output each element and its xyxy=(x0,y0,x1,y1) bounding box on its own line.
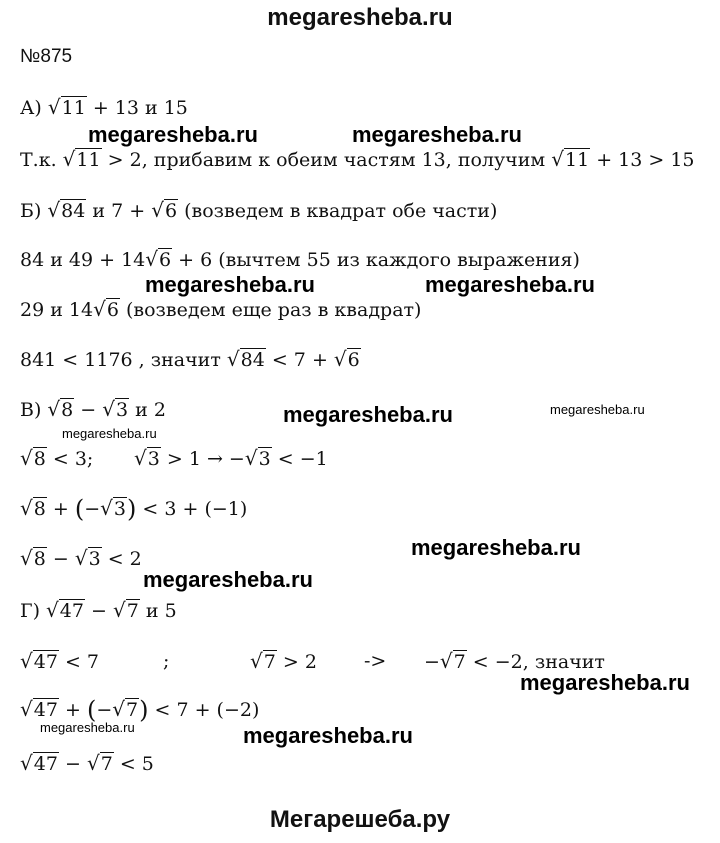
text: − xyxy=(74,399,103,421)
watermark: megaresheba.ru xyxy=(411,535,581,560)
part-b-label: Б) xyxy=(20,200,42,222)
paren-open: ( xyxy=(74,495,85,523)
text: Т.к. xyxy=(20,149,63,171)
text: 29 и 14 xyxy=(20,299,94,321)
watermark-small: megaresheba.ru xyxy=(62,426,157,441)
text: 84 и 49 + 14 xyxy=(20,249,146,271)
paren-open: ( xyxy=(86,696,97,724)
part-c-line-2a xyxy=(20,445,93,472)
text: − xyxy=(84,600,113,622)
text: < 7 + xyxy=(265,349,334,371)
sqrt-8: √8 xyxy=(20,496,46,520)
part-a-explanation xyxy=(20,146,695,173)
sqrt-47: √47 xyxy=(20,649,58,673)
part-c-statement xyxy=(20,396,166,423)
minus-sign: − xyxy=(96,699,113,721)
sqrt-11: √11 xyxy=(62,147,101,171)
sqrt-3: √3 xyxy=(244,446,271,470)
part-a-statement xyxy=(20,94,188,121)
minus-sign: − xyxy=(424,651,440,673)
part-d-line-2a xyxy=(20,648,99,675)
part-d-line-2b xyxy=(250,648,317,675)
text: < 2 xyxy=(101,548,142,570)
text: > 2 xyxy=(276,651,317,673)
text: и 7 + xyxy=(86,200,152,222)
sqrt-47: √47 xyxy=(46,598,84,622)
sqrt-3: √3 xyxy=(102,397,129,421)
watermark-small: megaresheba.ru xyxy=(550,402,645,417)
part-d-line-3 xyxy=(20,696,259,723)
text: (возведем в квадрат обе части) xyxy=(178,200,498,222)
part-b-statement xyxy=(20,197,497,224)
part-b-line-2 xyxy=(20,246,580,273)
sqrt-6: √6 xyxy=(145,247,172,271)
sqrt-7: √7 xyxy=(250,649,276,673)
sqrt-3: √3 xyxy=(100,496,126,520)
part-a-rest: + 13 и 15 xyxy=(86,97,188,119)
part-c-line-3 xyxy=(20,495,247,522)
paren-close: ) xyxy=(126,495,137,523)
sqrt-47: √47 xyxy=(20,697,58,721)
footer-brand: Мегарешеба.ру xyxy=(269,806,451,833)
sqrt-6: √6 xyxy=(151,198,178,222)
part-a-label: А) xyxy=(20,97,42,119)
watermark: megaresheba.ru xyxy=(145,272,315,297)
part-b-line-3 xyxy=(20,296,421,323)
part-b-line-4 xyxy=(20,346,361,373)
text: − xyxy=(58,753,87,775)
sqrt-8: √8 xyxy=(20,446,46,470)
watermark: megaresheba.ru xyxy=(425,272,595,297)
sqrt-6: √6 xyxy=(93,297,119,321)
sqrt-7: √7 xyxy=(112,697,139,721)
sqrt-7: √7 xyxy=(86,751,113,775)
problem-number: №875 xyxy=(20,46,73,67)
sqrt-3: √3 xyxy=(74,546,101,570)
sqrt-11: √11 xyxy=(551,147,590,171)
text: < −1 xyxy=(271,448,328,470)
sqrt-7: √7 xyxy=(439,649,466,673)
arrow: -> xyxy=(364,650,387,672)
text: 841 < 1176 , значит xyxy=(20,349,227,371)
sqrt-8: √8 xyxy=(20,546,46,570)
watermark: megaresheba.ru xyxy=(352,122,522,147)
text: < 7 + (−2) xyxy=(148,699,260,721)
sqrt-3: √3 xyxy=(134,446,160,470)
text: < 5 xyxy=(113,753,154,775)
sqrt-84: √84 xyxy=(47,198,86,222)
text: > 1 → − xyxy=(160,448,245,470)
text: > 2, прибавим к обеим частям 13, получим xyxy=(101,149,552,171)
watermark: megaresheba.ru xyxy=(88,122,258,147)
text: и 5 xyxy=(139,600,177,622)
part-c-line-4 xyxy=(20,545,142,572)
text: и 2 xyxy=(129,399,166,421)
text: < 3 + (−1) xyxy=(136,498,248,520)
site-header: megaresheba.ru xyxy=(267,4,453,31)
part-c-label: В) xyxy=(20,399,42,421)
watermark: megaresheba.ru xyxy=(520,670,690,695)
part-c-line-2b xyxy=(134,445,328,472)
watermark: megaresheba.ru xyxy=(283,402,453,427)
watermark: megaresheba.ru xyxy=(143,567,313,592)
watermark: megaresheba.ru xyxy=(243,723,413,748)
sqrt-7: √7 xyxy=(112,598,139,622)
text: + 6 (вычтем 55 из каждого выражения) xyxy=(172,249,580,271)
paren-close: ) xyxy=(139,696,149,724)
sqrt-6: √6 xyxy=(333,347,360,371)
text: < −2, значит xyxy=(466,651,605,673)
minus-sign: − xyxy=(84,498,101,520)
watermark-small: megaresheba.ru xyxy=(40,720,135,735)
sqrt-8: √8 xyxy=(47,397,74,421)
text: < 7 xyxy=(58,651,100,673)
text: + xyxy=(46,498,75,520)
text: < 3; xyxy=(46,448,94,470)
text: (возведем еще раз в квадрат) xyxy=(119,299,422,321)
text: + xyxy=(58,699,87,721)
part-d-line-4 xyxy=(20,750,154,777)
text: + 13 > 15 xyxy=(590,149,695,171)
sqrt-47: √47 xyxy=(20,751,58,775)
semicolon: ; xyxy=(163,650,170,672)
part-d-label: Г) xyxy=(20,600,40,622)
sqrt-11: √11 xyxy=(47,95,86,119)
sqrt-84: √84 xyxy=(226,347,265,371)
text: − xyxy=(46,548,75,570)
part-d-statement xyxy=(20,597,177,624)
